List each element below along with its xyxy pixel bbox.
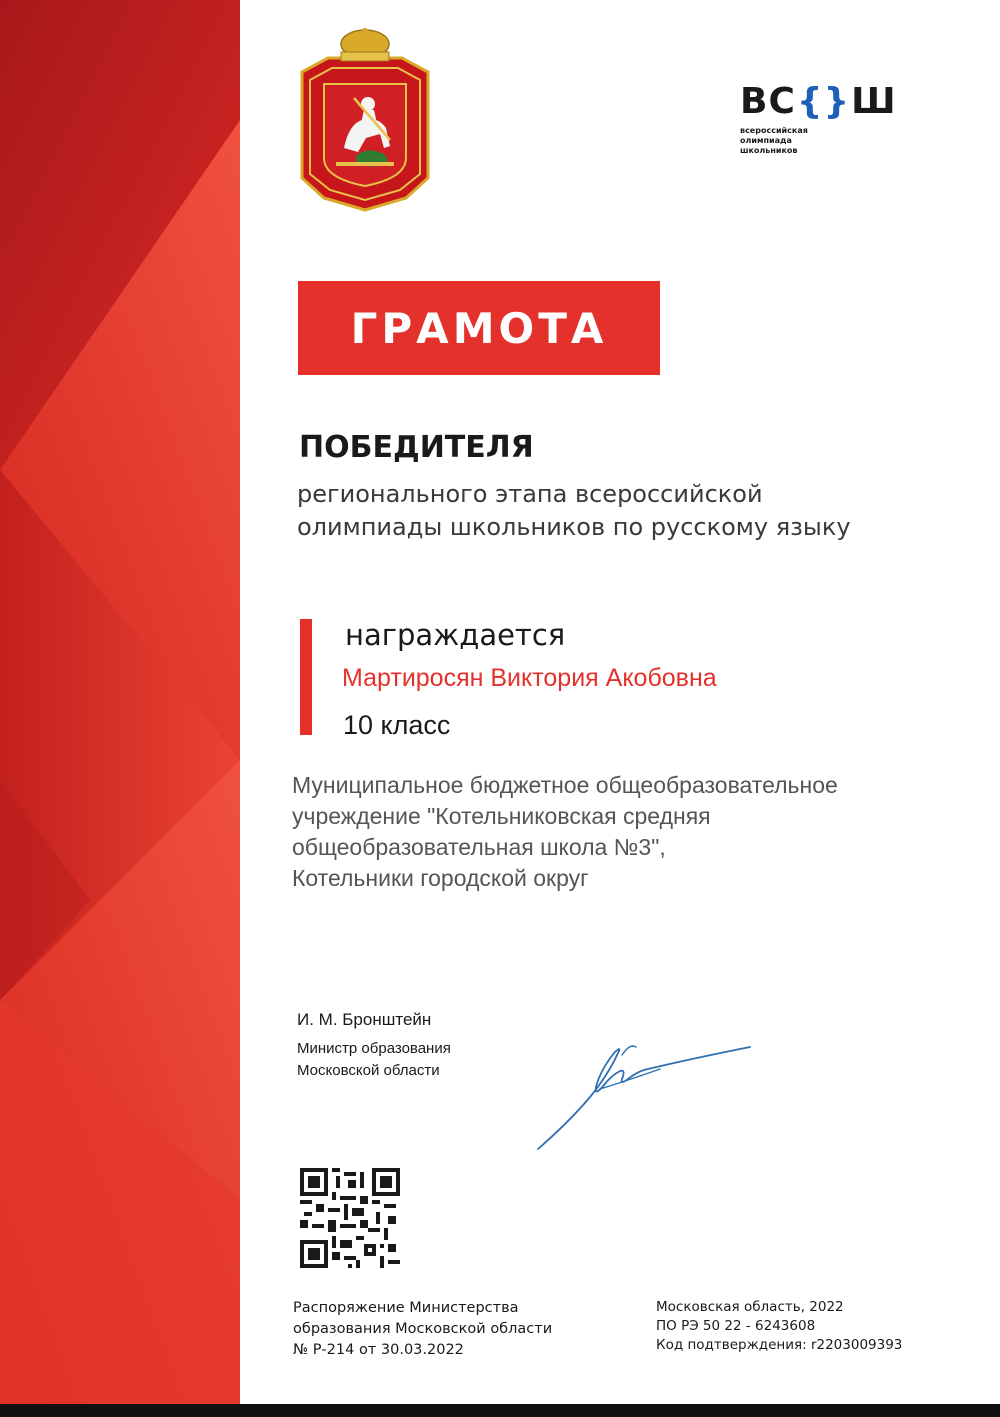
- vsosh-logo-caption-line: олимпиада: [740, 136, 792, 145]
- handwritten-signature-icon: [530, 1025, 755, 1155]
- bottom-edge-strip: [0, 1404, 1000, 1417]
- certificate-region-year: Московская область, 2022: [656, 1299, 844, 1315]
- school-name-line: Муниципальное бюджетное общеобразовательное: [292, 772, 838, 798]
- competition-description-line: олимпиады школьников по русскому языку: [297, 513, 851, 541]
- recipient-grade: 10 класс: [343, 710, 451, 740]
- vsosh-logo-mark-left: ВС: [740, 81, 796, 122]
- signatory-name: И. М. Бронштейн: [297, 1010, 432, 1029]
- award-accent-bar: [300, 619, 312, 735]
- certificate-confirmation-code: Код подтверждения: r2203009393: [656, 1337, 903, 1353]
- signatory-position: [297, 1038, 451, 1082]
- recipient-name: Мартиросян Виктория Акобовна: [342, 664, 717, 692]
- vsosh-logo-mark-right: Ш: [851, 81, 897, 122]
- certificate-registry-number: ПО РЭ 50 22 - 6243608: [656, 1318, 816, 1334]
- vsosh-logo-icon: [740, 81, 910, 156]
- ministry-order-line: Распоряжение Министерства: [293, 1300, 519, 1316]
- awarded-label: награждается: [345, 618, 566, 652]
- vsosh-logo-caption-line: школьников: [740, 146, 798, 155]
- school-name-line: Котельники городской округ: [292, 865, 589, 891]
- competition-description-line: регионального этапа всероссийской: [297, 480, 763, 508]
- school-name: [292, 770, 838, 894]
- signatory-position-line: Московской области: [297, 1062, 440, 1079]
- qr-code-icon[interactable]: [300, 1168, 400, 1268]
- vsosh-logo-brace: {}: [796, 81, 851, 122]
- ministry-order-line: образования Московской области: [293, 1321, 553, 1337]
- red-band-graphic: [0, 0, 240, 1417]
- ministry-order-line: № Р-214 от 30.03.2022: [293, 1342, 464, 1358]
- certificate-title-box: [298, 281, 660, 375]
- winner-label: ПОБЕДИТЕЛЯ: [299, 430, 534, 465]
- vsosh-logo-mark: [740, 81, 910, 122]
- vsosh-logo-caption: [740, 126, 910, 156]
- certificate-meta: [656, 1298, 902, 1355]
- competition-description: [297, 478, 851, 544]
- decorative-red-band: [0, 0, 240, 1417]
- ministry-order: [293, 1298, 552, 1361]
- signatory-block: [297, 1010, 451, 1082]
- vsosh-logo-caption-line: всероссийская: [740, 126, 808, 135]
- school-name-line: учреждение "Котельниковская средняя: [292, 803, 711, 829]
- signatory-position-line: Министр образования: [297, 1040, 451, 1057]
- certificate-title: ГРАМОТА: [350, 303, 608, 353]
- moscow-oblast-coat-of-arms-icon: [294, 28, 436, 212]
- school-name-line: общеобразовательная школа №3",: [292, 834, 666, 860]
